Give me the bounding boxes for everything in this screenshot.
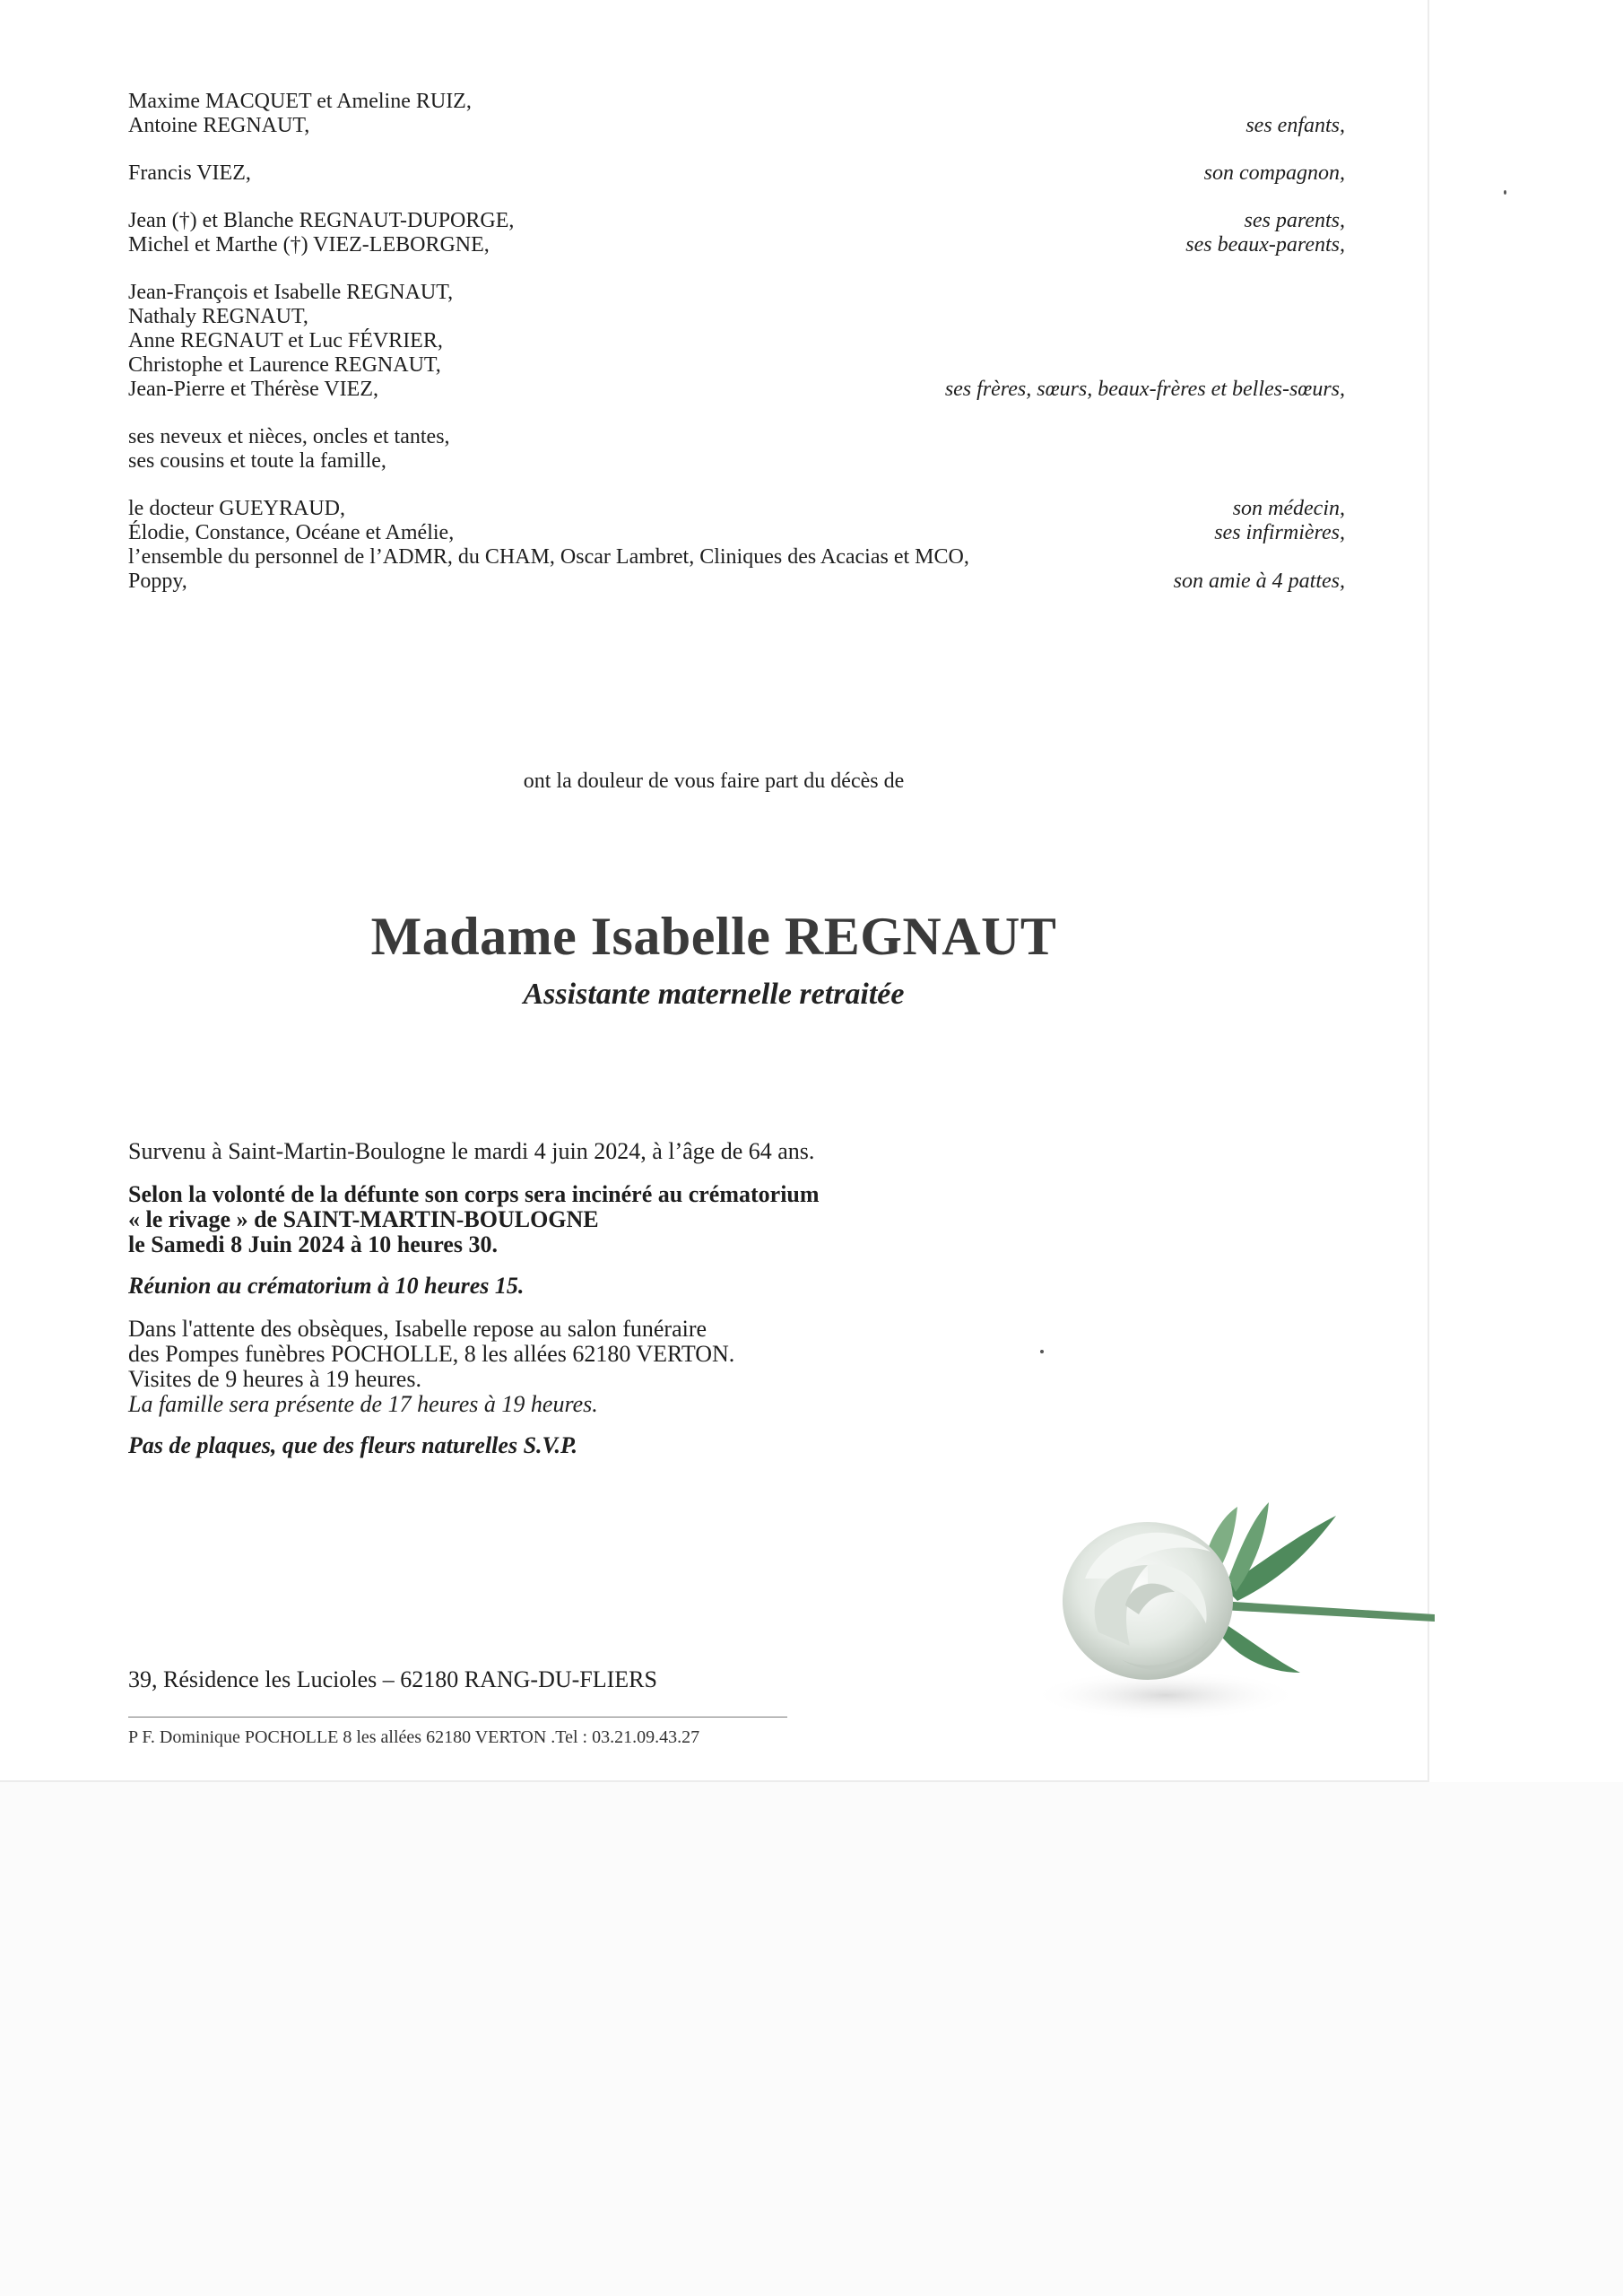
family-name: Jean (†) et Blanche REGNAUT-DUPORGE, bbox=[128, 209, 515, 232]
ceremony-info bbox=[128, 1182, 1025, 1257]
ceremony-line: Selon la volonté de la défunte son corps sera incinéré au crématorium bbox=[128, 1181, 820, 1207]
family-role: son médecin, bbox=[1232, 497, 1345, 520]
group-children bbox=[128, 90, 1345, 138]
family-name: ses neveux et nièces, oncles et tantes, bbox=[128, 425, 450, 448]
family-name: ses cousins et toute la famille, bbox=[128, 449, 386, 473]
family-name: Anne REGNAUT et Luc FÉVRIER, bbox=[128, 329, 443, 352]
family-name: Francis VIEZ, bbox=[128, 161, 251, 185]
family-name: le docteur GUEYRAUD, bbox=[128, 497, 345, 520]
visitation-line: des Pompes funèbres POCHOLLE, 8 les allées 62180 VERTON. bbox=[128, 1341, 735, 1367]
visitation-line: Dans l'attente des obsèques, Isabelle repose au salon funéraire bbox=[128, 1316, 707, 1342]
funeral-home-footer: P F. Dominique POCHOLLE 8 les allées 62180 VERTON .Tel : 03.21.09.43.27 bbox=[128, 1727, 700, 1747]
group-caregivers bbox=[128, 497, 1345, 594]
scan-speck bbox=[1504, 190, 1506, 195]
group-parents bbox=[128, 209, 1345, 257]
family-role: ses beaux-parents, bbox=[1185, 233, 1345, 257]
group-companion bbox=[128, 161, 1345, 186]
visitation-line: Visites de 9 heures à 19 heures. bbox=[128, 1366, 421, 1392]
family-role: son amie à 4 pattes, bbox=[1173, 570, 1345, 593]
ceremony-line: « le rivage » de SAINT-MARTIN-BOULOGNE bbox=[128, 1206, 599, 1232]
family-name: Maxime MACQUET et Ameline RUIZ, bbox=[128, 90, 472, 113]
family-role: son compagnon, bbox=[1203, 161, 1345, 185]
footer-divider bbox=[128, 1717, 787, 1718]
family-role: ses enfants, bbox=[1245, 114, 1345, 137]
funeral-details bbox=[128, 1139, 1025, 1458]
family-name: Nathaly REGNAUT, bbox=[128, 305, 308, 328]
group-siblings bbox=[128, 281, 1345, 402]
family-name: Michel et Marthe (†) VIEZ-LEBORGNE, bbox=[128, 233, 490, 257]
family-role: ses parents, bbox=[1244, 209, 1345, 232]
flowers-notice: Pas de plaques, que des fleurs naturelles S.V.P. bbox=[128, 1432, 578, 1458]
deceased-name: Madame Isabelle REGNAUT bbox=[370, 907, 1057, 966]
announcement-intro: ont la douleur de vous faire part du décès de bbox=[523, 770, 905, 793]
death-notice: Survenu à Saint-Martin-Boulogne le mardi 4 juin 2024, à l’âge de 64 ans. bbox=[128, 1138, 815, 1164]
family-name: Christophe et Laurence REGNAUT, bbox=[128, 353, 441, 377]
ceremony-line: le Samedi 8 Juin 2024 à 10 heures 30. bbox=[128, 1231, 498, 1257]
family-name: Antoine REGNAUT, bbox=[128, 114, 310, 137]
family-address: 39, Résidence les Lucioles – 62180 RANG-DU-FLIERS bbox=[128, 1666, 657, 1692]
family-role: ses infirmières, bbox=[1214, 521, 1345, 544]
gathering-info: Réunion au crématorium à 10 heures 15. bbox=[128, 1273, 525, 1299]
group-extended-family bbox=[128, 425, 1345, 474]
scan-speck bbox=[1040, 1350, 1044, 1353]
family-name: Jean-Pierre et Thérèse VIEZ, bbox=[128, 378, 378, 401]
family-name: Élodie, Constance, Océane et Amélie, bbox=[128, 521, 455, 544]
scan-background bbox=[0, 1782, 1623, 2296]
rose-image bbox=[1031, 1480, 1435, 1722]
family-name: Poppy, bbox=[128, 570, 187, 593]
visitation-info bbox=[128, 1317, 1025, 1417]
family-name: l’ensemble du personnel de l’ADMR, du CHAM, Oscar Lambret, Cliniques des Acacias et MCO, bbox=[128, 545, 969, 569]
family-name: Jean-François et Isabelle REGNAUT, bbox=[128, 281, 454, 304]
family-list bbox=[128, 90, 1345, 594]
family-presence-line: La famille sera présente de 17 heures à 19 heures. bbox=[128, 1391, 598, 1417]
deceased-title: Assistante maternelle retraitée bbox=[523, 978, 905, 1011]
family-role: ses frères, sœurs, beaux-frères et belles-sœurs, bbox=[944, 378, 1345, 401]
